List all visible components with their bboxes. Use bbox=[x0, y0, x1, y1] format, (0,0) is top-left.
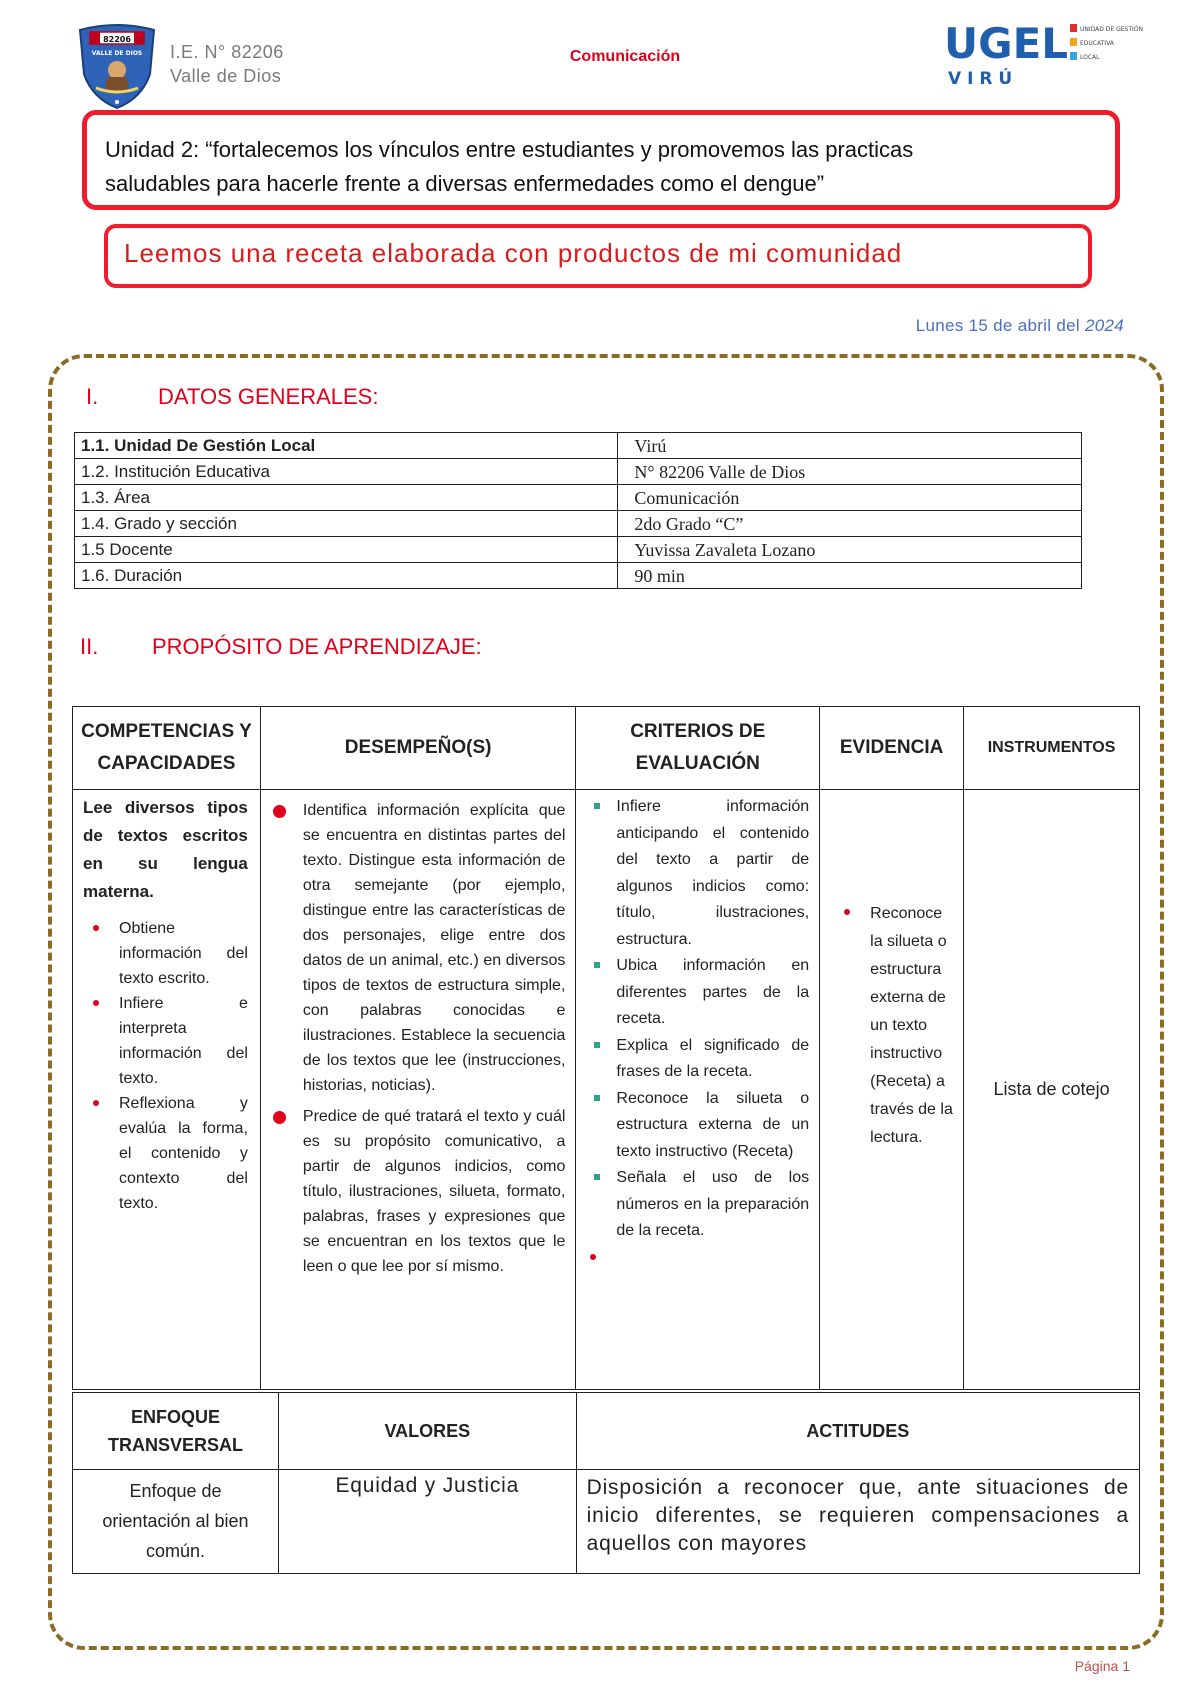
list-item: Predice de qué tratará el texto y cuál es su propósito comunicativo, a partir de algunos indicios, como título, ilustraciones, silueta, formato, palabras, frases y expresiones que se encuentran en los textos que le leen o que lee por sí mismo. bbox=[303, 1104, 566, 1279]
section-title: DATOS GENERALES: bbox=[158, 384, 379, 409]
unit-title-line2: saludables para hacerle frente a diversas enfermedades como el dengue” bbox=[105, 171, 825, 196]
table-row bbox=[75, 563, 1082, 589]
list-item: Identifica información explícita que se encuentra en distintas partes del texto. Distingue esta información de otra semejante (por ejemplo, distingue entre las características de dos personajes, elige entre dos datos de un animal, etc.) en diversos tipos de textos de estructura simple, con palabras conocidas e ilustraciones. Establece la secuencia de los textos que lee (instrucciones, historias, noticias). bbox=[303, 798, 566, 1098]
ugel-logo bbox=[944, 19, 1144, 92]
list-item: Infiere información anticipando el contenido del texto a partir de algunos indicios como: título, ilustraciones, estructura. bbox=[616, 794, 809, 953]
unit-title-line1: Unidad 2: “fortalecemos los vínculos entre estudiantes y promovemos las practicas bbox=[105, 137, 914, 162]
lesson-title: Leemos una receta elaborada con productos de mi comunidad bbox=[124, 238, 903, 268]
area-title: Comunicación bbox=[569, 48, 681, 65]
capacidades-list bbox=[83, 916, 248, 1216]
section-number: I. bbox=[86, 384, 99, 409]
valores-cell bbox=[278, 1470, 576, 1574]
general-data-key: 1.6. Duración bbox=[75, 563, 618, 589]
table-row bbox=[75, 511, 1082, 537]
purpose-table bbox=[72, 706, 1140, 1390]
list-item: Reconoce la silueta o estructura externa de un texto instructivo (Receta) bbox=[616, 1086, 809, 1166]
header-competencias: COMPETENCIAS Y CAPACIDADES bbox=[73, 707, 261, 790]
general-data-key: 1.1. Unidad De Gestión Local bbox=[75, 433, 618, 459]
list-item: Infiere e interpreta información del texto. bbox=[119, 991, 248, 1091]
general-data-value: Comunicación bbox=[618, 485, 1082, 511]
ugel-logo-line1: UNIDAD DE GESTIÓN bbox=[1080, 26, 1144, 33]
header-desempenos: DESEMPEÑO(S) bbox=[260, 707, 576, 790]
date-year: 2024 bbox=[1084, 316, 1124, 335]
header-evidencia: EVIDENCIA bbox=[820, 707, 964, 790]
header-valores: VALORES bbox=[278, 1393, 576, 1470]
session-date bbox=[916, 316, 1124, 336]
section-proposito-title bbox=[80, 634, 482, 660]
page-number: Página 1 bbox=[1074, 1658, 1130, 1674]
general-data-value: Virú bbox=[618, 433, 1082, 459]
lesson-title-box bbox=[104, 224, 1092, 288]
table-row bbox=[75, 433, 1082, 459]
crest-text: VALLE DE DIOS bbox=[91, 50, 143, 57]
valor-text: Equidad y Justicia bbox=[335, 1474, 520, 1497]
table-row bbox=[75, 459, 1082, 485]
header-criterios: CRITERIOS DE EVALUACIÓN bbox=[576, 707, 820, 790]
crest-number: 82206 bbox=[103, 35, 131, 44]
table-row bbox=[73, 790, 1140, 1390]
general-data-value: N° 82206 Valle de Dios bbox=[618, 459, 1082, 485]
list-item: Explica el significado de frases de la receta. bbox=[616, 1033, 809, 1086]
criterios-cell bbox=[576, 790, 820, 1390]
ugel-logo-sub: V I R Ú bbox=[948, 69, 1013, 89]
header-instrumentos: INSTRUMENTOS bbox=[964, 707, 1140, 790]
evidencia-cell bbox=[820, 790, 964, 1390]
list-item-empty bbox=[616, 1245, 809, 1271]
general-data-table bbox=[74, 432, 1082, 589]
ugel-logo-line3: LOCAL bbox=[1080, 54, 1100, 61]
enfoque-cell bbox=[73, 1470, 279, 1574]
school-location: Valle de Dios bbox=[170, 66, 282, 86]
list-item: Ubica información en diferentes partes de la receta. bbox=[616, 953, 809, 1033]
school-crest-logo bbox=[76, 22, 158, 110]
list-item: Obtiene información del texto escrito. bbox=[119, 916, 248, 991]
instrumentos-cell bbox=[964, 790, 1140, 1390]
table-row bbox=[75, 485, 1082, 511]
section-number: II. bbox=[80, 634, 99, 659]
table-row bbox=[73, 1470, 1140, 1574]
evidencia-list bbox=[870, 900, 953, 1152]
table-row bbox=[75, 537, 1082, 563]
table-header-row bbox=[73, 1393, 1140, 1470]
competencias-cell bbox=[73, 790, 261, 1390]
unit-title-box bbox=[82, 110, 1120, 210]
enfoque-text: Enfoque de orientación al bien común. bbox=[102, 1481, 249, 1561]
list-item bbox=[870, 900, 953, 1152]
school-number: I.E. N° 82206 bbox=[170, 42, 284, 62]
general-data-value: 90 min bbox=[618, 563, 1082, 589]
general-data-key: 1.4. Grado y sección bbox=[75, 511, 618, 537]
instrumento-text: Lista de cotejo bbox=[993, 1079, 1110, 1099]
general-data-key: 1.3. Área bbox=[75, 485, 618, 511]
school-name bbox=[170, 40, 284, 88]
header-actitudes: ACTITUDES bbox=[576, 1393, 1139, 1470]
transversal-table bbox=[72, 1392, 1140, 1574]
general-data-key: 1.2. Institución Educativa bbox=[75, 459, 618, 485]
actitudes-cell bbox=[576, 1470, 1139, 1574]
table-header-row bbox=[73, 707, 1140, 790]
general-data-key: 1.5 Docente bbox=[75, 537, 618, 563]
general-data-value: 2do Grado “C” bbox=[618, 511, 1082, 537]
ugel-logo-text: UGEL bbox=[944, 19, 1069, 68]
actitud-text: Disposición a reconocer que, ante situaciones de inicio diferentes, se requieren compensaciones a aquellos con mayores bbox=[586, 1476, 1129, 1555]
ugel-logo-line2: EDUCATIVA bbox=[1080, 40, 1114, 47]
list-item: Reflexiona y evalúa la forma, el contenido y contexto del texto. bbox=[119, 1091, 248, 1216]
section-title: PROPÓSITO DE APRENDIZAJE: bbox=[152, 634, 482, 659]
evidencia-text: Reconoce la silueta o estructura externa de un texto instructivo (Receta) a través de la lectura. bbox=[870, 905, 953, 1146]
competencia-text: Lee diversos tipos de textos escritos en su lengua materna. bbox=[83, 798, 248, 901]
desempenos-list bbox=[303, 798, 566, 1279]
header-enfoque: ENFOQUE TRANSVERSAL bbox=[73, 1393, 279, 1470]
criterios-list bbox=[616, 794, 809, 1271]
date-prefix: Lunes 15 de abril del bbox=[915, 316, 1080, 335]
list-item: Señala el uso de los números en la preparación de la receta. bbox=[616, 1165, 809, 1245]
desempenos-cell bbox=[260, 790, 576, 1390]
general-data-value: Yuvissa Zavaleta Lozano bbox=[618, 537, 1082, 563]
section-datos-generales-title bbox=[86, 384, 378, 410]
